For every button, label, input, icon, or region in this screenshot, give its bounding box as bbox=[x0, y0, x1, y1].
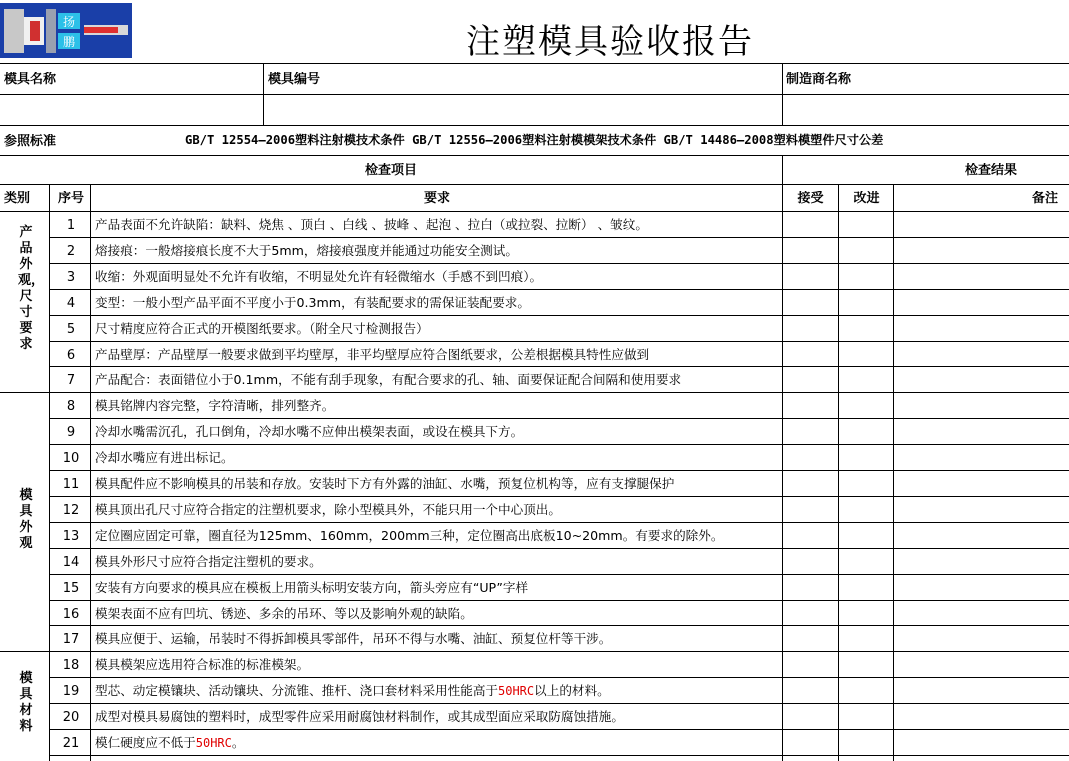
improve-cell[interactable] bbox=[839, 367, 893, 393]
grid-line bbox=[0, 184, 1069, 185]
category-header: 类别 bbox=[4, 191, 31, 206]
improve-cell[interactable] bbox=[839, 445, 893, 471]
requirement-text: 模具模架应选用符合标准的标准模架。 bbox=[95, 657, 310, 673]
requirement-text: 产品配合：表面错位小于0.1mm，不能有刮手现象，有配合要求的孔、轴、面要保证配合间隔和使用要求 bbox=[95, 372, 682, 388]
category-mold-material: 模具材料 bbox=[19, 671, 33, 734]
remark-cell[interactable] bbox=[894, 601, 1069, 627]
remark-cell[interactable] bbox=[894, 652, 1069, 678]
row-number: 6 bbox=[66, 347, 76, 363]
requirement-text: 收缩：外观面明显处不允许有收缩，不明显处允许有轻微缩水（手感不到凹痕）。 bbox=[95, 268, 543, 284]
row-number: 17 bbox=[62, 632, 80, 648]
grid-line bbox=[893, 184, 894, 761]
requirement-text-part: 以上的材料。 bbox=[534, 683, 610, 699]
improve-cell[interactable] bbox=[839, 316, 893, 342]
row-number: 9 bbox=[66, 425, 76, 441]
requirement-text-part: 。 bbox=[231, 735, 245, 750]
requirement-text: 冷却水嘴需沉孔，孔口倒角，冷却水嘴不应伸出模架表面，或设在模具下方。 bbox=[95, 424, 524, 440]
row-number: 5 bbox=[66, 321, 76, 337]
accept-cell[interactable] bbox=[783, 316, 838, 342]
standard-label: 参照标准 bbox=[4, 134, 57, 149]
requirement-text bbox=[95, 683, 779, 699]
requirement-text: 模架表面不应有凹坑、锈迹、多余的吊环、等以及影响外观的缺陷。 bbox=[95, 605, 473, 621]
requirement-text-part: 模仁硬度应不低于 bbox=[95, 735, 196, 750]
requirement-text: 模具应便于、运输，吊装时不得拆卸模具零部件，吊环不得与水嘴、油缸、预复位杆等干涉。 bbox=[95, 631, 612, 647]
improve-cell[interactable] bbox=[839, 264, 893, 290]
improve-cell[interactable] bbox=[839, 497, 893, 523]
grid-line bbox=[49, 184, 50, 761]
grid-line bbox=[49, 703, 1069, 704]
check-result-header: 检查结果 bbox=[964, 163, 1017, 178]
grid-line bbox=[49, 418, 1069, 419]
grid-line bbox=[49, 729, 1069, 730]
grid-line bbox=[0, 392, 1069, 393]
accept-cell[interactable] bbox=[783, 471, 838, 497]
accept-cell[interactable] bbox=[783, 445, 838, 471]
remark-cell[interactable] bbox=[894, 523, 1069, 549]
improve-cell[interactable] bbox=[839, 601, 893, 627]
improve-cell[interactable] bbox=[839, 704, 893, 730]
grid-line bbox=[0, 63, 1069, 64]
grid-line bbox=[49, 496, 1069, 497]
grid-line bbox=[49, 444, 1069, 445]
accept-cell[interactable] bbox=[783, 575, 838, 601]
improve-header: 改进 bbox=[853, 191, 880, 206]
row-number: 13 bbox=[62, 528, 80, 544]
accept-cell[interactable] bbox=[783, 652, 838, 678]
accept-cell[interactable] bbox=[783, 497, 838, 523]
mold-number-label: 模具编号 bbox=[268, 72, 321, 87]
remark-cell[interactable] bbox=[894, 419, 1069, 445]
row-number: 19 bbox=[62, 684, 80, 700]
remark-cell[interactable] bbox=[894, 367, 1069, 393]
grid-line bbox=[49, 263, 1069, 264]
requirement-text: 冷却水嘴应有进出标记。 bbox=[95, 450, 234, 466]
remark-cell[interactable] bbox=[894, 393, 1069, 419]
improve-cell[interactable] bbox=[839, 471, 893, 497]
row-number: 7 bbox=[66, 373, 76, 389]
remark-cell[interactable] bbox=[894, 704, 1069, 730]
grid-line bbox=[782, 63, 783, 125]
grid-line bbox=[90, 184, 91, 761]
accept-cell[interactable] bbox=[783, 212, 838, 238]
row-number: 15 bbox=[62, 580, 80, 596]
mold-name-field[interactable] bbox=[0, 95, 263, 125]
row-number: 18 bbox=[62, 658, 80, 674]
accept-cell[interactable] bbox=[783, 238, 838, 264]
accept-cell[interactable] bbox=[783, 342, 838, 368]
mold-name-label: 模具名称 bbox=[4, 72, 57, 87]
grid-line bbox=[782, 155, 783, 761]
page-title: 注塑模具验收报告 bbox=[466, 22, 754, 62]
accept-cell[interactable] bbox=[783, 419, 838, 445]
row-number: 20 bbox=[62, 710, 80, 726]
row-number: 4 bbox=[66, 295, 76, 311]
row-number: 2 bbox=[66, 243, 76, 259]
accept-cell[interactable] bbox=[783, 523, 838, 549]
mold-number-field[interactable] bbox=[264, 95, 782, 125]
grid-line bbox=[49, 522, 1069, 523]
remark-cell[interactable] bbox=[894, 471, 1069, 497]
grid-line bbox=[0, 155, 1069, 156]
grid-line bbox=[49, 548, 1069, 549]
remark-cell[interactable] bbox=[894, 730, 1069, 756]
requirement-text: 成型对模具易腐蚀的塑料时，成型零件应采用耐腐蚀材料制作，或其成型面应采取防腐蚀措施。 bbox=[95, 709, 624, 725]
accept-cell[interactable] bbox=[783, 626, 838, 652]
remark-cell[interactable] bbox=[894, 290, 1069, 316]
logo-char-1: 扬 bbox=[62, 15, 76, 29]
grid-line bbox=[49, 677, 1069, 678]
requirement-text: 模具外形尺寸应符合指定注塑机的要求。 bbox=[95, 553, 322, 569]
grid-line bbox=[49, 574, 1069, 575]
requirement-text: 尺寸精度应符合正式的开模图纸要求。（附全尺寸检测报告） bbox=[95, 320, 429, 336]
improve-cell[interactable] bbox=[839, 290, 893, 316]
improve-cell[interactable] bbox=[839, 393, 893, 419]
accept-header: 接受 bbox=[797, 191, 824, 206]
row-number: 16 bbox=[62, 606, 80, 622]
improve-cell[interactable] bbox=[839, 523, 893, 549]
requirement-text: 产品壁厚：产品壁厚一般要求做到平均壁厚，非平均壁厚应符合图纸要求，公差根据模具特性应做到 bbox=[95, 346, 650, 362]
remark-cell[interactable] bbox=[894, 678, 1069, 704]
manufacturer-label: 制造商名称 bbox=[786, 72, 852, 87]
category-product-appearance: 产品外观，尺寸要求 bbox=[18, 225, 45, 352]
grid-line bbox=[49, 470, 1069, 471]
grid-line bbox=[49, 755, 1069, 756]
requirement-text: 熔接痕：一般熔接痕长度不大于5mm，熔接痕强度并能通过功能安全测试。 bbox=[95, 242, 518, 258]
remark-cell[interactable] bbox=[894, 575, 1069, 601]
standard-value: GB/T 12554—2006塑料注射模技术条件 GB/T 12556—2006塑料注射模模架技术条件 GB/T 14486—2008塑料模塑件尺寸公差 bbox=[185, 133, 884, 147]
improve-cell[interactable] bbox=[839, 212, 893, 238]
requirement-text bbox=[95, 735, 779, 751]
grid-line bbox=[49, 625, 1069, 626]
improve-cell[interactable] bbox=[839, 575, 893, 601]
row-number: 1 bbox=[66, 218, 76, 233]
improve-cell[interactable] bbox=[839, 549, 893, 575]
accept-cell[interactable] bbox=[783, 678, 838, 704]
requirement-header: 要求 bbox=[423, 191, 450, 206]
requirement-text: 定位圈应固定可靠，圈直径为125mm、160mm，200mm三种，定位圈高出底板10~20mm。有要求的除外。 bbox=[95, 527, 724, 543]
remark-cell[interactable] bbox=[894, 626, 1069, 652]
accept-cell[interactable] bbox=[783, 290, 838, 316]
row-number: 11 bbox=[62, 477, 80, 492]
grid-line bbox=[0, 211, 1069, 212]
grid-line bbox=[0, 125, 1069, 126]
remark-cell[interactable] bbox=[894, 316, 1069, 342]
accept-cell[interactable] bbox=[783, 549, 838, 575]
grid-line bbox=[49, 237, 1069, 238]
requirement-text: 模具顶出孔尺寸应符合指定的注塑机要求，除小型模具外，不能只用一个中心顶出。 bbox=[95, 501, 561, 517]
remark-cell[interactable] bbox=[894, 264, 1069, 290]
improve-cell[interactable] bbox=[839, 238, 893, 264]
grid-line bbox=[49, 600, 1069, 601]
grid-line bbox=[263, 63, 264, 125]
grid-line bbox=[49, 315, 1069, 316]
logo-char-2: 鹏 bbox=[62, 35, 76, 49]
accept-cell[interactable] bbox=[783, 601, 838, 627]
remark-cell[interactable] bbox=[894, 212, 1069, 238]
row-number: 12 bbox=[62, 502, 80, 518]
row-number: 21 bbox=[62, 736, 80, 751]
improve-cell[interactable] bbox=[839, 626, 893, 652]
row-number: 8 bbox=[66, 399, 76, 415]
row-number: 14 bbox=[62, 554, 80, 570]
remark-cell[interactable] bbox=[894, 342, 1069, 368]
improve-cell[interactable] bbox=[839, 730, 893, 756]
improve-cell[interactable] bbox=[839, 419, 893, 445]
requirement-text: 模具铭牌内容完整，字符清晰，排列整齐。 bbox=[95, 398, 335, 414]
seq-header: 序号 bbox=[57, 191, 84, 206]
remark-cell[interactable] bbox=[894, 445, 1069, 471]
hardness-highlight: 50HRC bbox=[498, 684, 535, 699]
requirement-text-part: 型芯、动定模镶块、活动镶块、分流锥、推杆、浇口套材料采用性能高于 bbox=[95, 683, 498, 699]
requirement-text: 安装有方向要求的模具应在模板上用箭头标明安装方向，箭头旁应有“UP”字样 bbox=[95, 579, 529, 595]
accept-cell[interactable] bbox=[783, 367, 838, 393]
improve-cell[interactable] bbox=[839, 342, 893, 368]
remark-cell[interactable] bbox=[894, 549, 1069, 575]
row-number: 3 bbox=[66, 269, 76, 285]
accept-cell[interactable] bbox=[783, 704, 838, 730]
manufacturer-field[interactable] bbox=[783, 95, 1069, 125]
requirement-text: 产品表面不允许缺陷：缺料、烧焦 、顶白 、白线 、披峰 、起泡 、拉白（或拉裂、拉断） 、皱纹。 bbox=[95, 217, 648, 232]
grid-line bbox=[0, 94, 1069, 95]
grid-line bbox=[49, 366, 1069, 367]
accept-cell[interactable] bbox=[783, 393, 838, 419]
accept-cell[interactable] bbox=[783, 730, 838, 756]
row-number: 10 bbox=[62, 451, 80, 467]
improve-cell[interactable] bbox=[839, 652, 893, 678]
grid-line bbox=[0, 651, 1069, 652]
remark-header: 备注 bbox=[1032, 191, 1059, 206]
company-logo-icon bbox=[0, 3, 132, 58]
category-mold-appearance: 模具外观 bbox=[19, 488, 33, 551]
grid-line bbox=[838, 184, 839, 761]
requirement-text: 变型：一般小型产品平面不平度小于0.3mm，有装配要求的需保证装配要求。 bbox=[95, 294, 530, 310]
requirement-text: 模具配件应不影响模具的吊装和存放。安装时下方有外露的油缸、水嘴，预复位机构等，应有支撑腿保护 bbox=[95, 476, 675, 491]
grid-line bbox=[49, 289, 1069, 290]
check-items-header: 检查项目 bbox=[364, 163, 417, 178]
remark-cell[interactable] bbox=[894, 497, 1069, 523]
remark-cell[interactable] bbox=[894, 238, 1069, 264]
hardness-highlight: 50HRC bbox=[195, 736, 232, 750]
grid-line bbox=[49, 341, 1069, 342]
accept-cell[interactable] bbox=[783, 264, 838, 290]
improve-cell[interactable] bbox=[839, 678, 893, 704]
